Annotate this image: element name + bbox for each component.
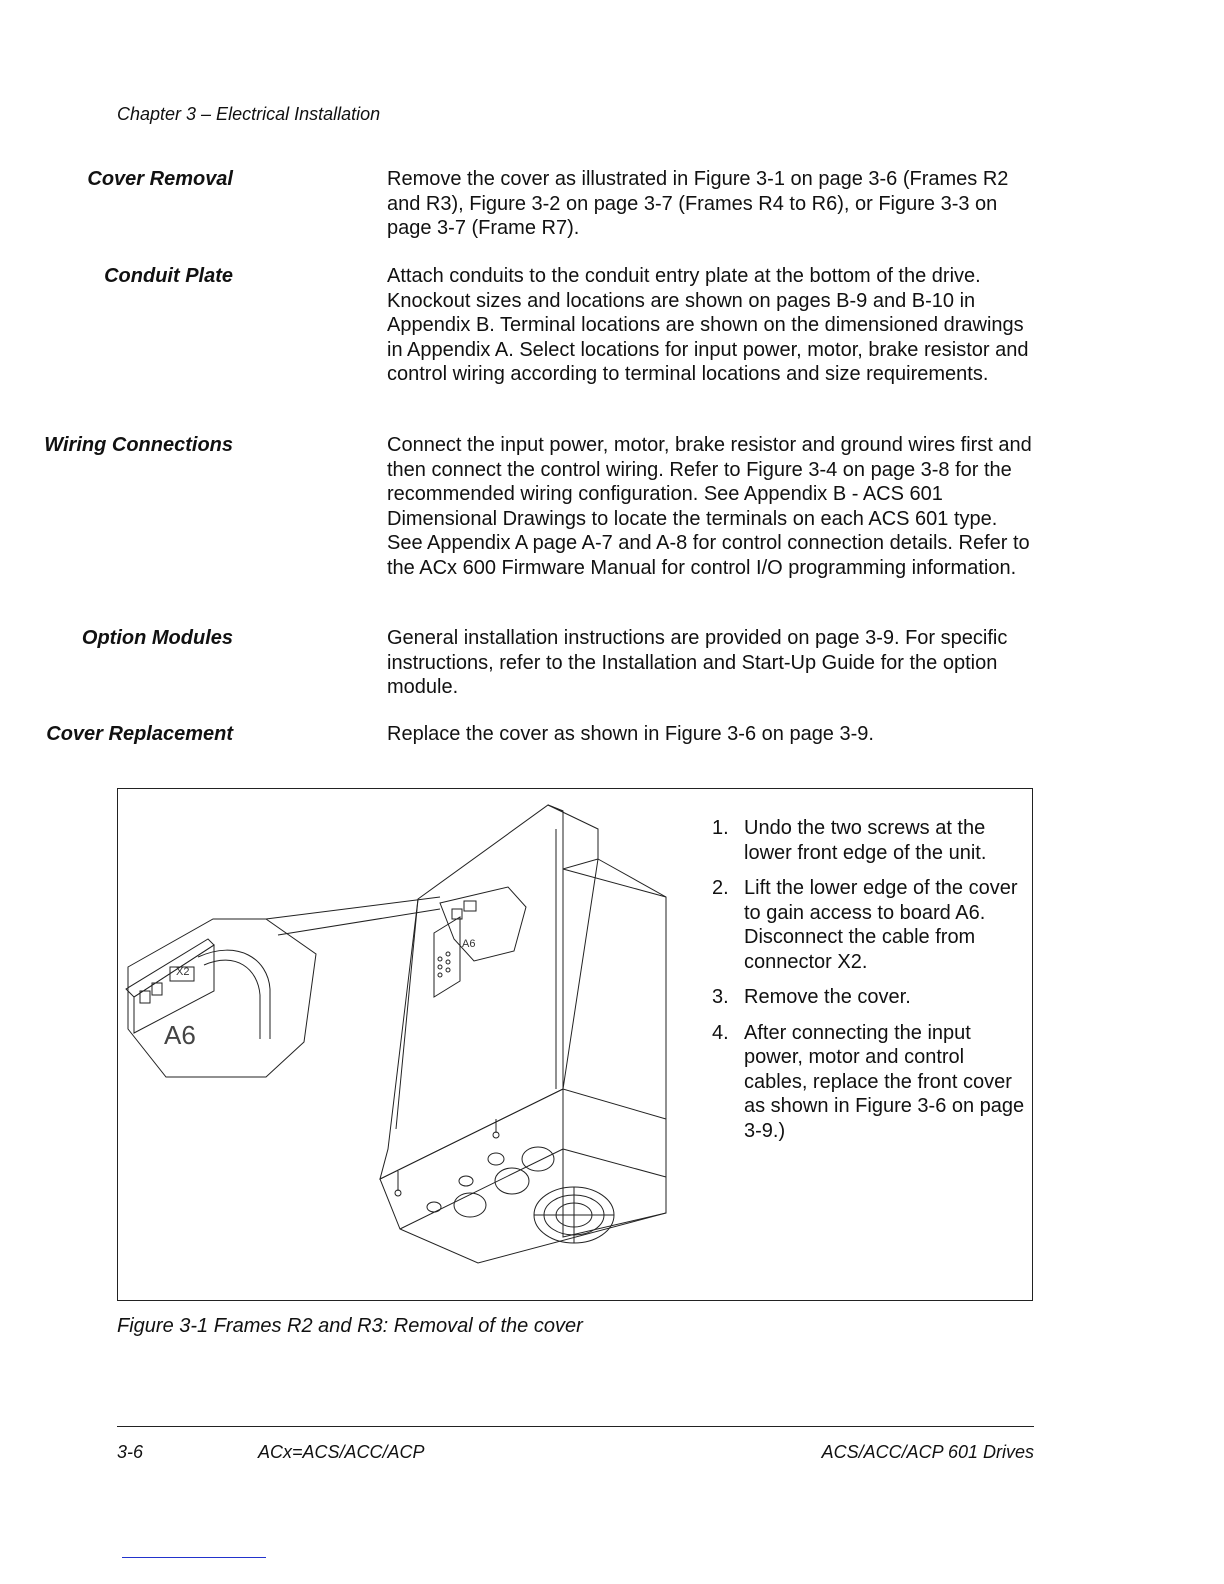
- figure-3-1: [117, 788, 1033, 1301]
- connector-label: X2: [176, 966, 190, 978]
- section-title: Cover Replacement: [46, 723, 233, 745]
- drive-illustration: [118, 789, 708, 1299]
- step-text: After connecting the input power, motor and control cables, replace the front cover as shown in Figure 3-6 on page 3-9.): [744, 1021, 1025, 1142]
- step-text: Undo the two screws at the lower front edge of the unit.: [744, 817, 987, 864]
- section-body: Attach conduits to the conduit entry plate at the bottom of the drive. Knockout sizes and locations are shown on pages B-9 and B-10 in Appendix B. Terminal locations are shown on the dimensioned drawings in Appendix A. Select locations for input power, motor, brake resistor and control wiring according to terminal locations and size requirements.: [387, 265, 1029, 385]
- removal-steps: [712, 816, 1032, 1154]
- section-body: Replace the cover as shown in Figure 3-6 on page 3-9.: [387, 723, 874, 745]
- step-number: 3.: [712, 986, 729, 1008]
- step-item: [712, 876, 1032, 974]
- chapter-header: Chapter 3 – Electrical Installation: [117, 104, 381, 124]
- footer-note: ACx=ACS/ACC/ACP: [258, 1442, 425, 1462]
- footer-title: ACS/ACC/ACP 601 Drives: [821, 1442, 1034, 1462]
- section-title: Cover Removal: [87, 168, 233, 190]
- step-item: [712, 1021, 1032, 1144]
- step-item: [712, 816, 1032, 865]
- section-body: Connect the input power, motor, brake resistor and ground wires first and then connect the control wiring. Refer to Figure 3-4 on page 3-8 for the recommended wiring configuration. See Appendix B - ACS 601 Dimensional Drawings to locate the terminals on each ACS 601 type. See Appendix A page A-7 and A-8 for control connection details. Refer to the ACx 600 Firmware Manual for control I/O programming information.: [387, 434, 1032, 579]
- zoom-callout: [128, 919, 316, 1077]
- section-title: Wiring Connections: [44, 434, 233, 456]
- step-text: Lift the lower edge of the cover to gain access to board A6. Disconnect the cable from connector X2.: [744, 877, 1018, 973]
- section-body: General installation instructions are provided on page 3-9. For specific instructions, refer to the Installation and Start-Up Guide for the option module.: [387, 627, 1008, 698]
- footer-page-number: 3-6: [117, 1442, 144, 1462]
- figure-caption: Figure 3-1 Frames R2 and R3: Removal of the cover: [117, 1315, 583, 1337]
- step-number: 4.: [712, 1021, 729, 1044]
- section-title: Option Modules: [81, 627, 233, 649]
- step-number: 1.: [712, 817, 729, 839]
- board-label: A6: [164, 1020, 196, 1050]
- board-label-small: A6: [462, 938, 476, 950]
- step-item: [712, 985, 1032, 1010]
- section-body: Remove the cover as illustrated in Figure 3-1 on page 3-6 (Frames R2 and R3), Figure 3-2 on page 3-7 (Frames R4 to R6), or Figure 3-3 on page 3-7 (Frame R7).: [387, 168, 1009, 239]
- footer-divider: [117, 1426, 1034, 1427]
- step-text: Remove the cover.: [744, 986, 911, 1008]
- link-underline[interactable]: [122, 1557, 266, 1558]
- section-title: Conduit Plate: [104, 265, 233, 287]
- step-number: 2.: [712, 877, 729, 899]
